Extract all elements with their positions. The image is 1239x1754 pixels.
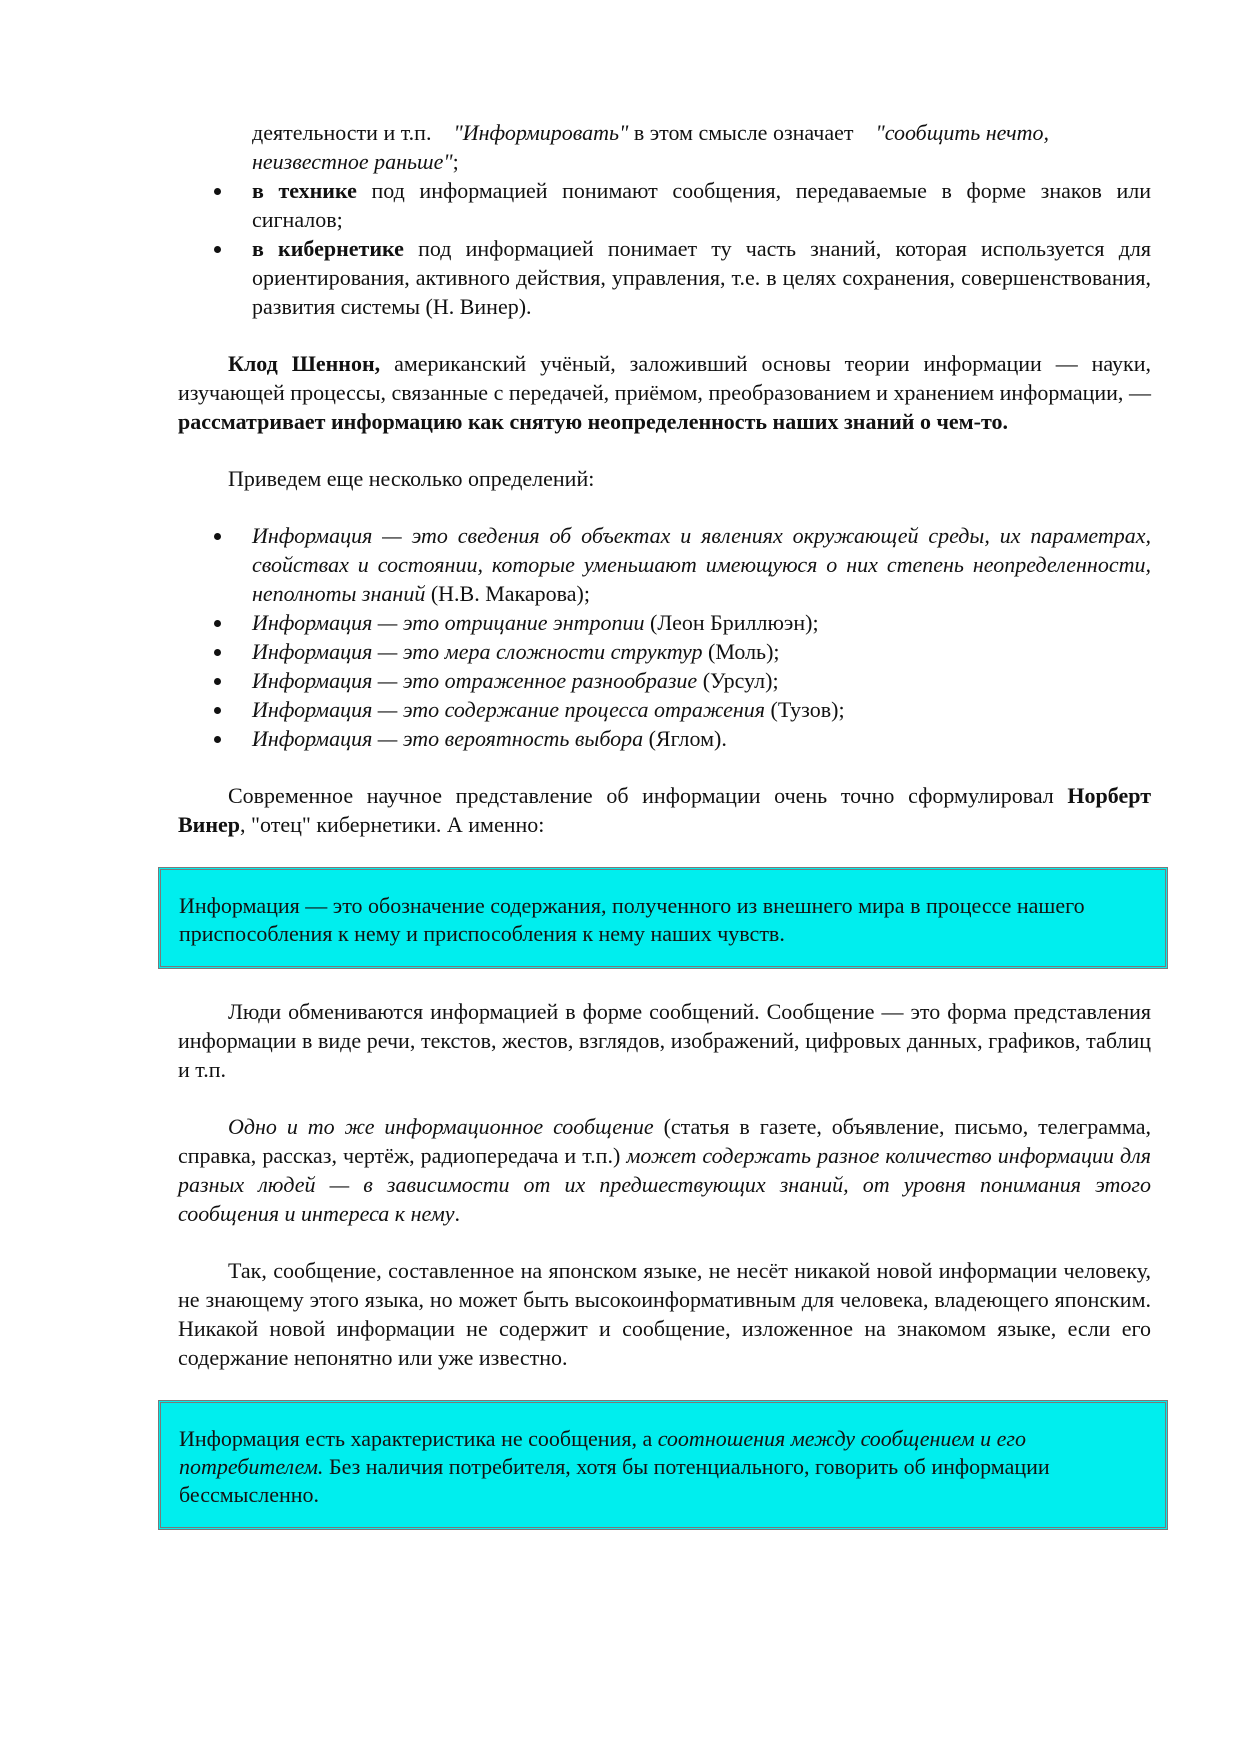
list-item: [178, 695, 1151, 724]
definition-author: (Леон Бриллюэн);: [644, 610, 819, 635]
shannon-name: Клод Шеннон,: [228, 351, 381, 376]
definitions-list: [178, 521, 1151, 753]
bullet-icon: [214, 533, 221, 540]
box2-normal-2: Без наличия потребителя, хотя бы потенциального, говорить об информации бессмысленно.: [179, 1454, 1050, 1507]
list-item: [178, 724, 1151, 753]
top-fragment-tail: ;: [452, 149, 459, 174]
box2-italic: соотношения между сообщением и его потребителем.: [179, 1426, 1027, 1479]
same-end: .: [454, 1201, 461, 1226]
spacer: [178, 1228, 1151, 1256]
same-normal: (статья в газете, объявление, письмо, телеграмма, справка, рассказ, чертёж, радиопередача и т.п.): [178, 1114, 1151, 1168]
wiener-paragraph: [178, 781, 1151, 839]
bullet-icon: [214, 707, 221, 714]
definition-box-wiener: [158, 867, 1168, 969]
spacer: [178, 839, 1151, 867]
spacer: [178, 321, 1151, 349]
top-fragment-mid: в этом смысле означает: [628, 120, 860, 145]
top-fragment-informirovat: "Информировать": [453, 120, 629, 145]
bullet-text: под информацией понимает ту часть знаний, которая используется для ориентирования, активного действия, управления, т.е. в целях сохранения, совершенствования, развития системы (Н. Винер).: [252, 236, 1151, 319]
box1-text: Информация — это обозначение содержания, полученного из внешнего мира в процессе нашего приспособления к нему и приспособления к нему наших чувств.: [179, 893, 1085, 946]
bullet-icon: [214, 620, 221, 627]
list-item: [178, 521, 1151, 608]
same-italic-1: Одно и то же информационное сообщение: [228, 1114, 654, 1139]
shannon-paragraph: [178, 349, 1151, 436]
bullet-icon: [214, 736, 221, 743]
page-content: [178, 118, 1151, 1530]
list-item: [178, 608, 1151, 637]
wiener-name: Норберт Винер: [178, 783, 1151, 837]
definition-italic: Информация — это содержание процесса отражения: [252, 697, 766, 722]
list-item: [178, 666, 1151, 695]
shannon-bold-tail: рассматривает информацию как снятую неопределенность наших знаний о чем-то.: [178, 409, 1008, 434]
box2-normal-1: Информация есть характеристика не сообщения, а: [179, 1426, 658, 1451]
top-fragment-soobshchit: "сообщить нечто, неизвестное раньше": [252, 120, 1050, 174]
bullet-icon: [214, 246, 221, 253]
spacer: [178, 1372, 1151, 1400]
spacer: [178, 969, 1151, 997]
bullet-icon: [214, 678, 221, 685]
definition-italic: Информация — это отрицание энтропии: [252, 610, 645, 635]
shannon-text: американский учёный, заложивший основы теории информации — науки, изучающей процессы, связанные с передачей, приёмом, преобразованием и хранением информации, —: [178, 351, 1151, 405]
definition-author: (Урсул);: [697, 668, 779, 693]
bullet-text: под информацией понимают сообщения, передаваемые в форме знаков или сигналов;: [252, 178, 1151, 232]
spacer: [178, 436, 1151, 464]
bullets-top-list: [178, 176, 1151, 321]
wiener-tail: , "отец" кибернетики. А именно:: [240, 812, 545, 837]
top-fragment: [178, 118, 1151, 176]
list-item: [178, 176, 1151, 234]
definition-author: (Н.В. Макарова);: [425, 581, 590, 606]
definitions-intro: Приведем еще несколько определений:: [228, 466, 595, 491]
bullet-icon: [214, 188, 221, 195]
definition-italic: Информация — это мера сложности структур: [252, 639, 703, 664]
list-item: [178, 234, 1151, 321]
bullet-bold: в технике: [252, 178, 357, 203]
wiener-text: Современное научное представление об информации очень точно сформулировал: [228, 783, 1068, 808]
people-paragraph: Люди обмениваются информацией в форме сообщений. Сообщение — это форма представления информации в виде речи, текстов, жестов, взглядов, изображений, цифровых данных, графиков, таблиц и т.п.: [178, 999, 1151, 1082]
japanese-paragraph: Так, сообщение, составленное на японском языке, не несёт никакой новой информации человеку, не знающему этого языка, но может быть высокоинформативным для человека, владеющего японским. Никакой новой информации не содержит и сообщение, изложенное на знакомом языке, если его содержание непонятно или уже известно.: [178, 1258, 1151, 1370]
definition-author: (Яглом).: [643, 726, 727, 751]
top-fragment-lead: деятельности и т.п.: [252, 120, 432, 145]
list-item: [178, 637, 1151, 666]
box2-text: [179, 1425, 1147, 1509]
spacer: [178, 1084, 1151, 1112]
spacer: [178, 493, 1151, 521]
spacer: [178, 753, 1151, 781]
bullet-icon: [214, 649, 221, 656]
same-italic-2: может содержать разное количество информации для разных людей — в зависимости от их предшествующих знаний, от уровня понимания этого сообщения и интереса к нему: [178, 1143, 1151, 1226]
same-message-paragraph: [178, 1112, 1151, 1228]
definition-italic: Информация — это отраженное разнообразие: [252, 668, 698, 693]
definition-author: (Тузов);: [765, 697, 845, 722]
bullet-bold: в кибернетике: [252, 236, 404, 261]
definition-author: (Моль);: [702, 639, 780, 664]
definition-box-consumer: [158, 1400, 1168, 1530]
definition-italic: Информация — это сведения об объектах и явлениях окружающей среды, их параметрах, свойствах и состоянии, которые уменьшают имеющуюся о них степень неопределенности, неполноты знаний: [252, 523, 1151, 606]
definition-italic: Информация — это вероятность выбора: [252, 726, 644, 751]
